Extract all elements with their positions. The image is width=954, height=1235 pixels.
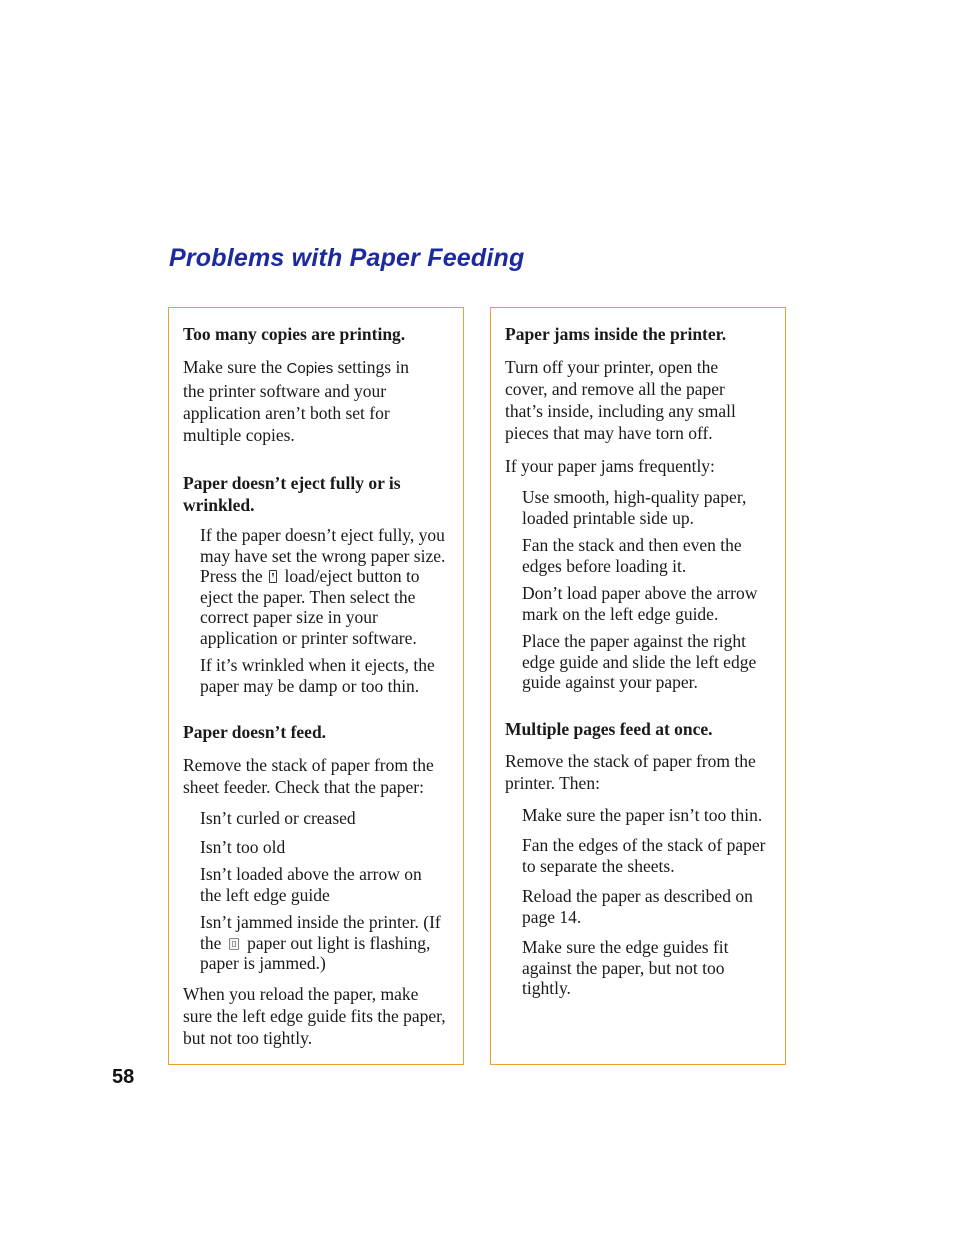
no-feed-heading: Paper doesn’t feed. (183, 722, 327, 742)
right-troubleshooting-box (490, 307, 786, 1065)
jammed-item-post: paper out light is flashing, paper is jammed.) (200, 932, 431, 973)
multi-feed-heading: Multiple pages feed at once. (505, 718, 713, 739)
list-item: Isn’t loaded above the arrow on the left edge guide (200, 864, 422, 905)
list-item (200, 912, 445, 974)
jams-body: Turn off your printer, open the cover, and remove all the paper that’s inside, including any small pieces that may have torn off. (505, 357, 736, 443)
list-item: Isn’t too old (200, 836, 286, 857)
list-item: Make sure the paper isn’t too thin. (522, 804, 763, 825)
eject-body (200, 525, 449, 648)
list-item: Fan the stack and then even the edges before loading it. (522, 535, 742, 576)
load-eject-button-icon (269, 570, 277, 583)
no-feed-outro: When you reload the paper, make sure the left edge guide fits the paper, but not too tightly. (183, 983, 446, 1048)
left-troubleshooting-box (168, 307, 464, 1065)
list-item: Place the paper against the right edge guide and slide the left edge guide against your paper. (522, 631, 757, 692)
list-item: Don’t load paper above the arrow mark on the left edge guide. (522, 583, 758, 624)
copies-body-post: settings in the printer software and your application aren’t both set for multiple copies. (183, 357, 410, 445)
list-item: Fan the edges of the stack of paper to separate the sheets. (522, 835, 766, 876)
copies-setting-term: Copies (286, 360, 334, 377)
copies-heading: Too many copies are printing. (183, 324, 406, 344)
jammed-item-pre: Isn’t jammed inside the printer. (If the (200, 912, 441, 953)
no-feed-intro: Remove the stack of paper from the sheet feeder. Check that the paper: (183, 755, 434, 797)
list-item: Use smooth, high-quality paper, loaded printable side up. (522, 487, 747, 528)
list-item: Isn’t curled or creased (200, 808, 356, 828)
list-item: Reload the paper as described on page 14. (522, 886, 753, 927)
eject-body-post: load/eject button to eject the paper. Then select the correct paper size in your application or printer software. (200, 566, 420, 648)
page-title: Problems with Paper Feeding (169, 244, 525, 272)
jams-heading: Paper jams inside the printer. (505, 324, 727, 344)
paper-out-light-icon (229, 938, 239, 950)
jams-intro: If your paper jams frequently: (505, 456, 715, 476)
eject-heading: Paper doesn’t eject fully or is wrinkled. (183, 473, 401, 515)
page-number: 58 (112, 1066, 135, 1088)
wrinkled-body: If it’s wrinkled when it ejects, the paper may be damp or too thin. (200, 655, 435, 696)
copies-body-pre: Make sure the (183, 357, 287, 377)
multi-feed-intro: Remove the stack of paper from the printer. Then: (505, 750, 756, 793)
copies-body (183, 356, 419, 446)
list-item: Make sure the edge guides fit against the paper, but not too tightly. (522, 937, 729, 998)
eject-body-pre: If the paper doesn’t eject fully, you may have set the wrong paper size. Press the (200, 525, 446, 586)
